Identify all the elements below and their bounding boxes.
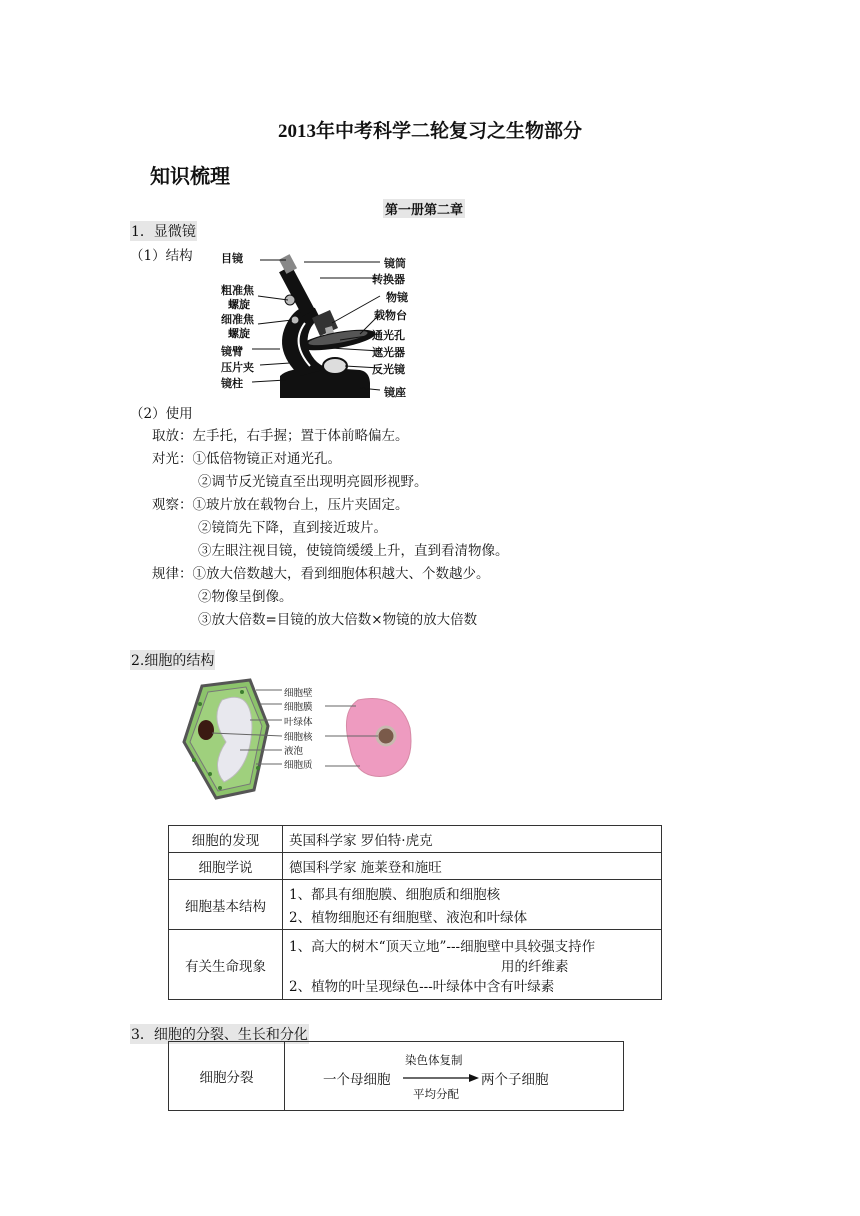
table-cell: 有关生命现象 [169, 930, 283, 1000]
right-arrow-icon [403, 1073, 479, 1083]
table-cell [285, 1042, 624, 1111]
cell-table [168, 825, 662, 1000]
label-fine-focus-1: 细准焦 [221, 313, 254, 326]
microscope-heading: 1．显微镜 [130, 221, 197, 241]
label-stage-clip: 压片夹 [221, 361, 254, 374]
table-row [169, 826, 662, 853]
use-line: ③左眼注视目镜，使镜筒缓缓上升，直到看清物像。 [198, 543, 509, 559]
cell-line: 1、都具有细胞膜、细胞质和细胞核 [289, 887, 501, 903]
document-title: 2013年中考科学二轮复习之生物部分 [277, 121, 582, 142]
mother-cell-text: 一个母细胞 [323, 1072, 391, 1088]
table-cell: 细胞分裂 [169, 1042, 285, 1111]
daughter-cells-text: 两个子细胞 [481, 1072, 549, 1088]
section-subtitle: 知识梳理 [150, 164, 230, 188]
use-line: 对光：①低倍物镜正对通光孔。 [152, 451, 341, 467]
arrow-top-text: 染色体复制 [405, 1053, 463, 1067]
use-line: ②物像呈倒像。 [198, 589, 293, 605]
label-nucleus: 细胞核 [284, 732, 313, 743]
label-tube: 镜筒 [384, 257, 406, 270]
structure-label: （1）结构 [130, 248, 193, 264]
table-cell [283, 930, 662, 1000]
cell-line: 用的纤维素 [501, 958, 569, 975]
use-line: 取放：左手托，右手握；置于体前略偏左。 [152, 428, 409, 444]
label-aperture: 通光孔 [372, 329, 405, 342]
label-mirror: 反光镜 [372, 363, 405, 376]
table-cell: 细胞学说 [169, 853, 283, 880]
use-line: ③放大倍数=目镜的放大倍数×物镜的放大倍数 [198, 612, 478, 628]
table-cell: 英国科学家 罗伯特·虎克 [283, 826, 662, 853]
label-arm: 镜臂 [221, 345, 243, 358]
label-coarse-focus-2: 螺旋 [228, 298, 250, 311]
use-line: ②调节反光镜直至出现明亮圆形视野。 [198, 474, 428, 490]
label-cell-wall: 细胞壁 [284, 688, 313, 699]
label-diaphragm: 遮光器 [372, 346, 405, 359]
cell-line: 2、植物细胞还有细胞壁、液泡和叶绿体 [289, 910, 528, 926]
table-cell [283, 880, 662, 930]
cell-line: 2、植物的叶呈现绿色---叶绿体中含有叶绿素 [289, 978, 555, 995]
use-label: （2）使用 [130, 406, 193, 422]
cell-division-heading: 3．细胞的分裂、生长和分化 [130, 1024, 309, 1044]
label-eyepiece: 目镜 [221, 252, 243, 265]
chapter-heading: 第一册第二章 [383, 199, 465, 218]
label-cytoplasm: 细胞质 [284, 760, 313, 771]
label-coarse-focus-1: 粗准焦 [221, 284, 254, 297]
label-stage: 载物台 [374, 309, 407, 322]
use-line: 观察：①玻片放在载物台上，压片夹固定。 [152, 497, 409, 513]
cell-structure-heading: 2.细胞的结构 [130, 650, 215, 670]
table-cell: 德国科学家 施莱登和施旺 [283, 853, 662, 880]
label-chloroplast: 叶绿体 [284, 717, 313, 728]
division-table [168, 1041, 624, 1111]
label-base: 镜座 [384, 386, 406, 399]
label-objective: 物镜 [386, 291, 408, 304]
table-cell: 细胞基本结构 [169, 880, 283, 930]
cell-line: 1、高大的树木“顶天立地”---细胞壁中具较强支持作 [289, 938, 596, 955]
use-line: 规律：①放大倍数越大，看到细胞体积越大、个数越少。 [152, 566, 490, 582]
table-row [169, 853, 662, 880]
label-fine-focus-2: 螺旋 [228, 327, 250, 340]
table-row [169, 930, 662, 1000]
arrow-bottom-text: 平均分配 [413, 1087, 459, 1101]
use-line: ②镜筒先下降，直到接近玻片。 [198, 520, 387, 536]
table-row [169, 1042, 624, 1111]
table-row [169, 880, 662, 930]
label-nosepiece: 转换器 [372, 273, 405, 286]
table-cell: 细胞的发现 [169, 826, 283, 853]
label-pillar: 镜柱 [221, 377, 243, 390]
label-cell-membrane: 细胞膜 [284, 702, 313, 713]
label-vacuole: 液泡 [284, 746, 304, 757]
